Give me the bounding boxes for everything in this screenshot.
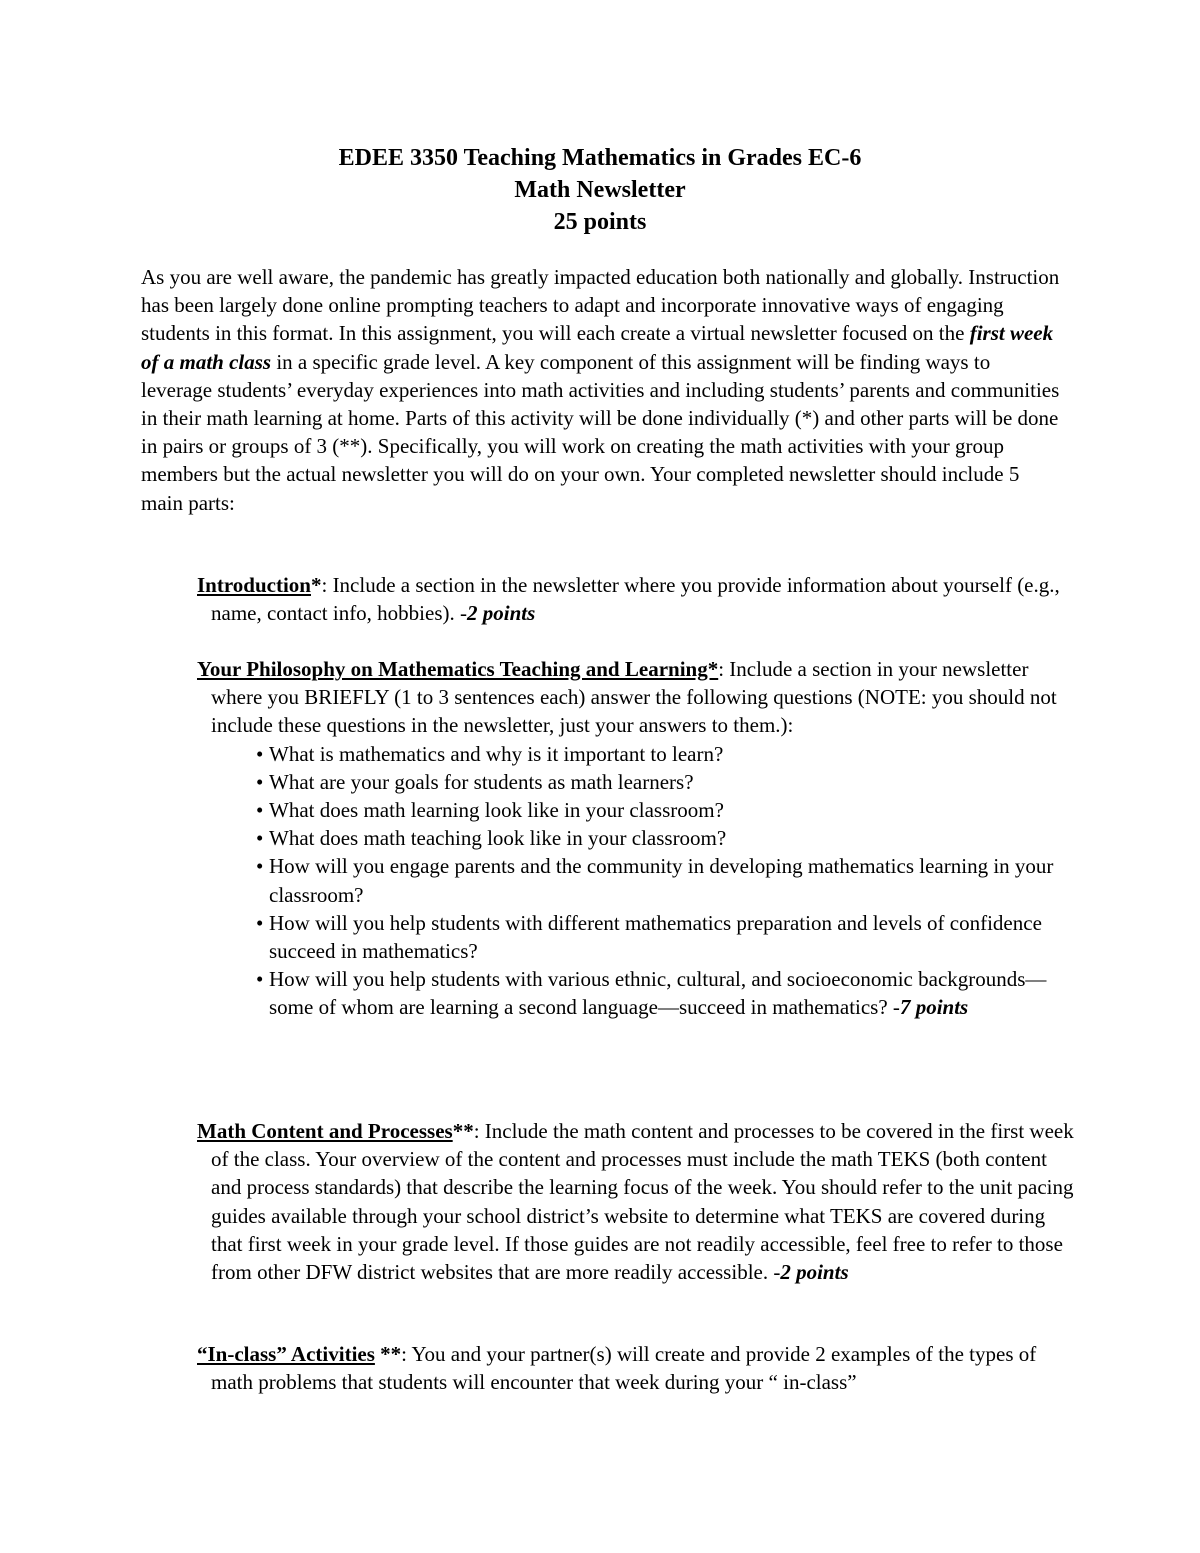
question-list: [197, 740, 1077, 1022]
list-item: [247, 740, 1077, 768]
section-marker: **: [374, 1342, 402, 1366]
section-heading: Math Content and Processes: [197, 1119, 453, 1143]
section-marker: *: [310, 573, 322, 597]
intro-paragraph: [141, 263, 1061, 517]
list-item: [247, 909, 1077, 965]
section-heading: Your Philosophy on Mathematics Teaching and Learning*: [197, 657, 719, 681]
bullet-icon: •: [256, 741, 264, 766]
course-title: EDEE 3350 Teaching Mathematics in Grades EC-6: [338, 145, 862, 171]
list-item: [247, 824, 1077, 852]
section-body: : Include the math content and processes to be covered in the first week of the class. Your overview of the content and processes must include the math TEKS (both content and process standards) that describe the learning focus of the week. You should refer to the unit pacing guides available through your school district’s website to determine what TEKS are covered during that first week in your grade level. If those guides are not readily accessible, feel free to refer to those from other DFW district websites that are more readily accessible. -: [211, 1119, 1074, 1285]
intro-emphasis: first week of a math class: [141, 321, 1054, 374]
list-item: [247, 852, 1077, 908]
list-item: [247, 965, 1077, 1021]
section-body: : You and your partner(s) will create and provide 2 examples of the types of math problems that students will encounter that week during your “ in-class”: [211, 1342, 1037, 1395]
question-text: What does math learning look like in your classroom?: [269, 798, 724, 823]
list-item: [247, 768, 1077, 796]
section-body: : Include a section in the newsletter where you provide information about yourself (e.g., name, contact info, hobbies). -: [211, 573, 1060, 626]
bullet-icon: •: [256, 798, 264, 823]
question-text: What does math teaching look like in your classroom?: [269, 826, 727, 851]
section-heading: Introduction: [197, 573, 311, 597]
bullet-icon: •: [256, 854, 264, 879]
intro-text-before: As you are well aware, the pandemic has greatly impacted education both nationally and globally. Instruction has been largely done online prompting teachers to adapt and incorporate innovative ways of engaging students in this format. In this assignment, you will each create a virtual newsletter focused on the: [141, 265, 1060, 346]
section-points: 2 points: [467, 601, 536, 626]
bullet-icon: •: [256, 967, 264, 992]
bullet-icon: •: [256, 769, 264, 794]
section-marker: **: [452, 1119, 474, 1143]
question-text: What are your goals for students as math learners?: [269, 769, 694, 794]
bullet-icon: •: [256, 910, 264, 935]
question-text: How will you help students with different mathematics preparation and levels of confidence succeed in mathematics?: [269, 910, 1042, 964]
question-text: How will you engage parents and the community in developing mathematics learning in your classroom?: [269, 854, 1054, 907]
bullet-icon: •: [256, 826, 264, 851]
list-item: [247, 796, 1077, 824]
question-text: What is mathematics and why is it important to learn?: [269, 741, 724, 766]
section-math-content: [197, 1117, 1077, 1286]
question-text: How will you help students with various ethnic, cultural, and socioeconomic backgrounds—some of whom are learning a second language—succeed in mathematics? -: [269, 967, 1047, 1020]
section-activities: [197, 1340, 1077, 1396]
section-points: 2 points: [780, 1260, 849, 1285]
section-philosophy: [197, 655, 1077, 1022]
assignment-title: Math Newsletter: [514, 177, 686, 203]
section-body: : Include a section in your newsletter where you BRIEFLY (1 to 3 sentences each) answer the following questions (NOTE: you should not include these questions in the newsletter, just your answers to them.):: [211, 657, 1057, 738]
total-points: 25 points: [553, 209, 647, 235]
section-points: 7 points: [899, 995, 969, 1020]
section-introduction: [197, 571, 1077, 627]
section-heading: “In-class” Activities: [197, 1342, 375, 1366]
document-title: [0, 142, 1200, 238]
intro-text-after: in a specific grade level. A key component of this assignment will be finding ways to leverage students’ everyday experiences into math activities and including students’ parents and communities in their math learning at home. Parts of this activity will be done individually (*) and other parts will be done in pairs or groups of 3 (**). Specifically, you will work on creating the math activities with your group members but the actual newsletter you will do on your own. Your completed newsletter should include 5 main parts:: [141, 349, 1060, 515]
